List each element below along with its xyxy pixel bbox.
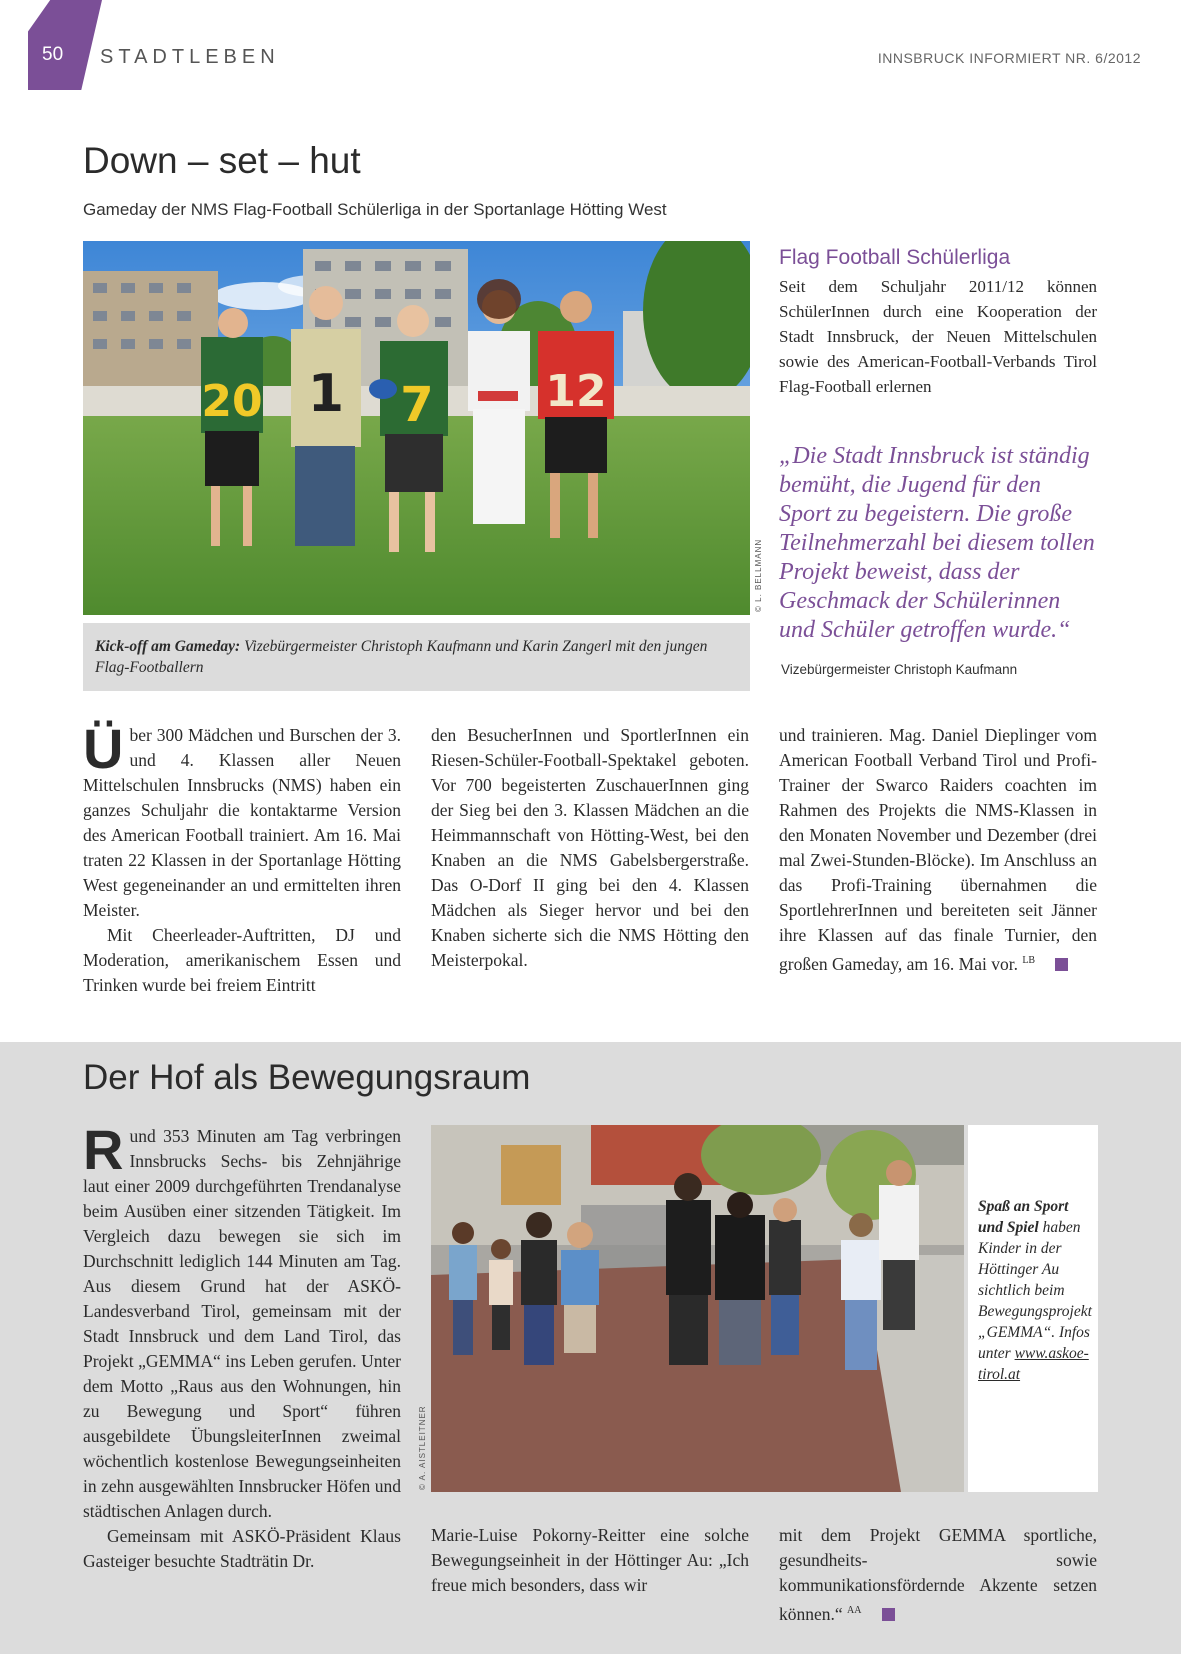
caption-text: haben Kinder in der Höttinger Au sichtlich beim Bewegungsprojekt „GEMMA“. Infos unter — [978, 1219, 1092, 1362]
photo-credit: © A. AISTLEITNER — [418, 1405, 427, 1490]
jersey-number-label: 7 — [400, 377, 434, 433]
article2-headline: Der Hof als Bewegungsraum — [83, 1058, 531, 1097]
pull-quote: „Die Stadt Innsbruck ist ständig bemüht, die Jugend für den Sport zu begeistern. Die große Teilnehmerzahl bei diesem tollen Projekt beweist, dass der Geschmack der Schülerinnen und Schüler getroffen wurde.“ — [779, 443, 1095, 643]
courtyard-photo — [431, 1125, 964, 1492]
section-title: STADTLEBEN — [100, 46, 280, 68]
body-text: den BesucherInnen und SportlerInnen ein Riesen-Schüler-Football-Spektakel geboten. Vor 700 begeisterten ZuschauerInnen ging der Sieg bei den 3. Klassen Mädchen an die Heimmannschaft von Hötting-West, bei den Knaben an die NMS Gabelsbergerstraße. Das O-Dorf II ging bei den 4. Klassen Mädchen als Sieger hervor und bei den Knaben sicherte sich die NMS Hötting den Meisterpokal. — [431, 725, 749, 970]
dropcap: R — [83, 1118, 124, 1181]
article1-column-1 — [83, 717, 401, 998]
body-text: Marie-Luise Pokorny-Reitter eine solche Bewegungseinheit in der Höttinger Au: „Ich freue mich besonders, dass wir — [431, 1525, 749, 1595]
article2-column-1 — [83, 1118, 401, 1574]
photo-credit: © L. BELLMANN — [754, 538, 763, 612]
article2-column-3 — [779, 1523, 1097, 1627]
body-text: und trainieren. Mag. Daniel Dieplinger vom American Football Verband Tirol und Profi-Trainer der Swarco Raiders coachten im Rahmen des Projekts die NMS-Klassen in den Monaten November und Dezember (drei mal Zwei-Stunden-Blöcke). Im Anschluss an das Profi-Training übernahmen die SportlehrerInnen und bereiteten seit Jänner ihre Klassen auf das finale Turnier, den großen Gameday, am 16. Mai vor. — [779, 725, 1097, 974]
body-text: ber 300 Mädchen und Burschen der 3. und 4. Klassen aller Neuen Mittelschulen Innsbrucks (NMS) haben ein ganzes Schuljahr die kontaktarme Version des American Football trainiert. Am 16. Mai traten 22 Klassen in der Sportanlage Hötting West gegeneinander an und ermittelten ihren Meister. — [83, 725, 401, 920]
photo-caption — [83, 623, 750, 691]
article2-column-2 — [431, 1523, 749, 1598]
author-signature: AA — [847, 1605, 862, 1616]
football-team-photo — [83, 241, 750, 615]
end-of-article-mark — [882, 1608, 895, 1621]
infobox-title: Flag Football Schülerliga — [779, 246, 1011, 269]
issue-label: INNSBRUCK INFORMIERT NR. 6/2012 — [877, 50, 1141, 66]
caption-lead: Kick-off am Gameday: — [95, 638, 241, 655]
article1-subheadline: Gameday der NMS Flag-Football Schülerliga in der Sportanlage Hötting West — [83, 200, 667, 219]
courtyard-photo-illustration — [431, 1125, 964, 1492]
jersey-number-label: 1 — [307, 364, 345, 424]
article1-column-3 — [779, 723, 1097, 977]
caption-lead: Spaß an Sport und Spiel — [978, 1198, 1069, 1236]
infobox-text: Seit dem Schuljahr 2011/12 können SchülerInnen durch eine Kooperation der Stadt Innsbruck, der Neuen Mittelschulen sowie des American-Football-Verbands Tirol Flag-Football erlernen — [779, 277, 1097, 396]
article1-headline: Down – set – hut — [83, 140, 361, 181]
dropcap: Ü — [83, 717, 124, 780]
page-number: 50 — [42, 44, 64, 65]
page-number-tab — [28, 0, 102, 90]
photo-caption — [968, 1125, 1098, 1492]
author-signature: LB — [1022, 955, 1036, 966]
website-link[interactable]: www.askoe-tirol.at — [978, 1345, 1089, 1383]
body-text: mit dem Projekt GEMMA sportliche, gesundheits- sowie kommunikationsfördernde Akzente setzen können.“ — [779, 1525, 1097, 1624]
article1-column-2 — [431, 723, 749, 973]
football-photo-illustration — [83, 241, 750, 615]
body-text: Gemeinsam mit ASKÖ-Präsident Klaus Gasteiger besuchte Stadträtin Dr. — [83, 1526, 401, 1571]
end-of-article-mark — [1055, 958, 1068, 971]
body-text: Mit Cheerleader-Auftritten, DJ und Moderation, amerikanischem Essen und Trinken wurde bei freiem Eintritt — [83, 925, 401, 995]
jersey-number-label: 12 — [545, 366, 607, 417]
quote-attribution: Vizebürgermeister Christoph Kaufmann — [781, 662, 1018, 677]
jersey-number-label: 20 — [201, 376, 263, 427]
body-text: und 353 Minuten am Tag verbringen Innsbrucks Sechs- bis Zehnjährige laut einer 2009 durchgeführten Trendanalyse beim Ausüben einer sitzenden Tätigkeit. Im Vergleich dazu bewegen sie sich im Durchschnitt lediglich 144 Minuten am Tag. Aus diesem Grund hat der ASKÖ-Landesverband Tirol, gemeinsam mit der Stadt Innsbruck und dem Land Tirol, das Projekt „GEMMA“ ins Leben gerufen. Unter dem Motto „Raus aus den Wohnungen, hin zu Bewegung und Sport“ führen ausgebildete ÜbungsleiterInnen zweimal wöchentlich kostenlose Bewegungseinheiten in zehn ausgewählten Innsbrucker Höfen und städtischen Anlagen durch. — [83, 1126, 401, 1521]
caption-text: Vizebürgermeister Christoph Kaufmann und Karin Zangerl mit den jungen Flag-Footballern — [95, 638, 708, 676]
